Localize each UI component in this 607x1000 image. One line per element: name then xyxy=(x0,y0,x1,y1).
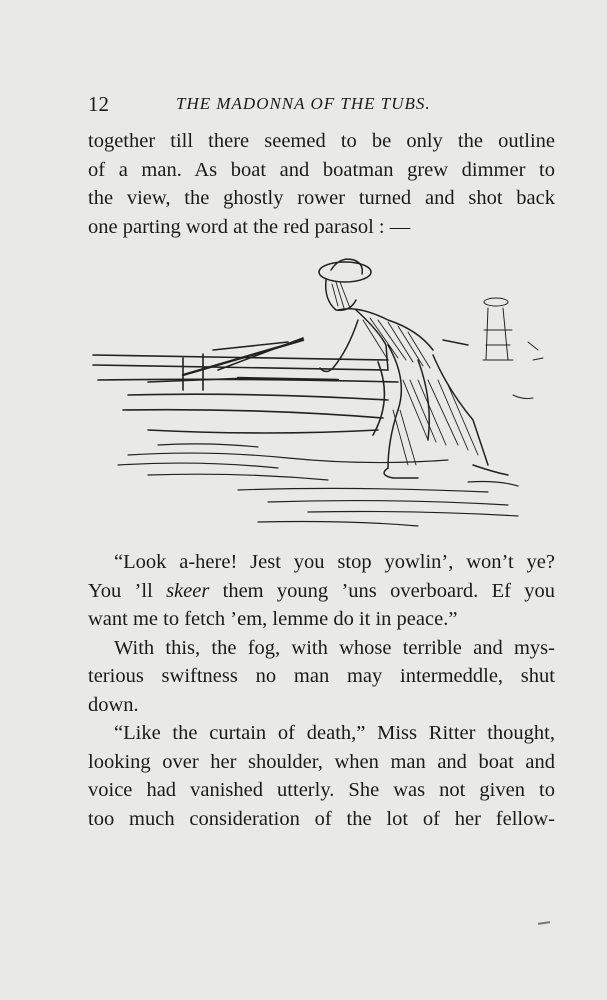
dialogue-line xyxy=(88,577,555,606)
running-title: THE MADONNA OF THE TUBS. xyxy=(176,94,431,113)
page-number: 12 xyxy=(88,92,109,116)
text-line: too much consideration of the lot of her fellow- xyxy=(88,807,555,830)
boatman-illustration xyxy=(88,250,560,535)
paragraph-1 xyxy=(88,127,555,241)
text-line: together till there seemed to be only the outline xyxy=(88,130,555,152)
text-fragment: them young ’uns overboard. Ef you xyxy=(209,579,555,602)
italic-word: skeer xyxy=(166,579,210,602)
dialogue-line: want me to fetch ’em, lemme do it in peace.” xyxy=(88,608,458,630)
text-line: With this, the fog, with whose terrible and mys- xyxy=(114,636,555,659)
distant-figure xyxy=(483,298,543,399)
dialogue-line: “Look a-here! Jest you stop yowlin’, won’t ye? xyxy=(114,551,555,573)
text-line: voice had vanished utterly. She was not given to xyxy=(88,779,555,801)
text-line: the view, the ghostly rower turned and shot back xyxy=(88,187,555,209)
text-after-illustration xyxy=(88,548,555,833)
text-line: down. xyxy=(88,693,139,716)
page-header xyxy=(88,92,558,118)
water-lines xyxy=(118,444,518,526)
text-line: “Like the curtain of death,” Miss Ritter thought, xyxy=(114,722,555,744)
boat xyxy=(93,338,398,435)
text-line: terious swiftness no man may intermeddle, shut xyxy=(88,665,555,687)
text-fragment: You ’ll xyxy=(88,579,167,602)
text-line: of a man. As boat and boatman grew dimmer to xyxy=(88,158,555,181)
text-line: looking over her shoulder, when man and boat and xyxy=(88,750,555,773)
oars xyxy=(183,340,338,380)
text-line: one parting word at the red parasol : — xyxy=(88,215,411,238)
stray-mark xyxy=(538,921,550,925)
